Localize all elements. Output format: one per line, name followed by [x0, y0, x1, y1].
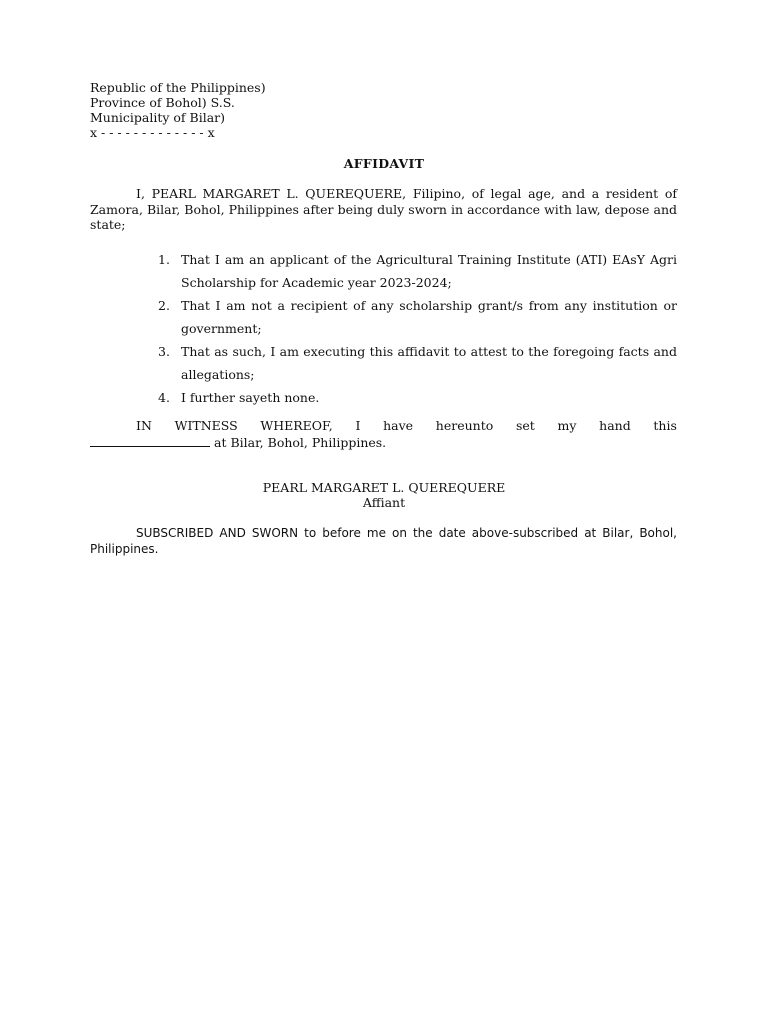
witness-word: have: [383, 418, 414, 433]
list-item-text: I further sayeth none.: [181, 390, 320, 405]
witness-word: I: [355, 418, 361, 433]
affiant-block: [0, 480, 768, 510]
witness-word: IN: [136, 418, 152, 433]
list-item-text: That as such, I am executing this affidavit to attest to the foregoing facts and allegations;: [181, 344, 677, 382]
venue-line-municipality: Municipality of Bilar): [90, 110, 226, 125]
statement-list: [155, 248, 677, 409]
date-blank-line: [90, 434, 210, 447]
witness-word: hereunto: [435, 418, 494, 433]
venue-separator: x - - - - - - - - - - - - - x: [90, 125, 215, 140]
witness-line-2: [90, 434, 677, 451]
list-item: [155, 340, 677, 386]
list-item-number: 1.: [158, 252, 170, 267]
venue-block: [90, 80, 266, 140]
subscribed-paragraph: SUBSCRIBED AND SWORN to before me on the date above-subscribed at Bilar, Bohol, Philippines.: [90, 526, 677, 556]
witness-word: WHEREOF,: [260, 418, 333, 433]
document-title: AFFIDAVIT: [343, 156, 425, 171]
witness-word: this: [653, 418, 677, 433]
list-item-text: That I am not a recipient of any scholarship grant/s from any institution or government;: [181, 298, 677, 336]
affiant-role: Affiant: [362, 495, 406, 510]
list-item-number: 4.: [158, 390, 170, 405]
list-item: [155, 386, 677, 409]
venue-line-republic: Republic of the Philippines): [90, 80, 266, 95]
list-item-number: 2.: [158, 298, 170, 313]
list-item: [155, 294, 677, 340]
witness-place: at Bilar, Bohol, Philippines.: [214, 435, 387, 450]
witness-word: set: [515, 418, 535, 433]
witness-line: [90, 418, 677, 434]
witness-word: my: [557, 418, 577, 433]
venue-line-province: Province of Bohol) S.S.: [90, 95, 235, 110]
witness-paragraph: [90, 418, 677, 451]
witness-word: hand: [599, 418, 631, 433]
list-item-text: That I am an applicant of the Agricultural Training Institute (ATI) EAsY Agri Scholarship for Academic year 2023-2024;: [181, 252, 677, 290]
intro-paragraph: I, PEARL MARGARET L. QUEREQUERE, Filipino, of legal age, and a resident of Zamora, Bilar, Bohol, Philippines after being duly sworn in accordance with law, depose and state;: [90, 186, 677, 232]
witness-word: WITNESS: [174, 418, 238, 433]
affiant-name: PEARL MARGARET L. QUEREQUERE: [262, 480, 506, 495]
list-item: [155, 248, 677, 294]
list-item-number: 3.: [158, 344, 170, 359]
